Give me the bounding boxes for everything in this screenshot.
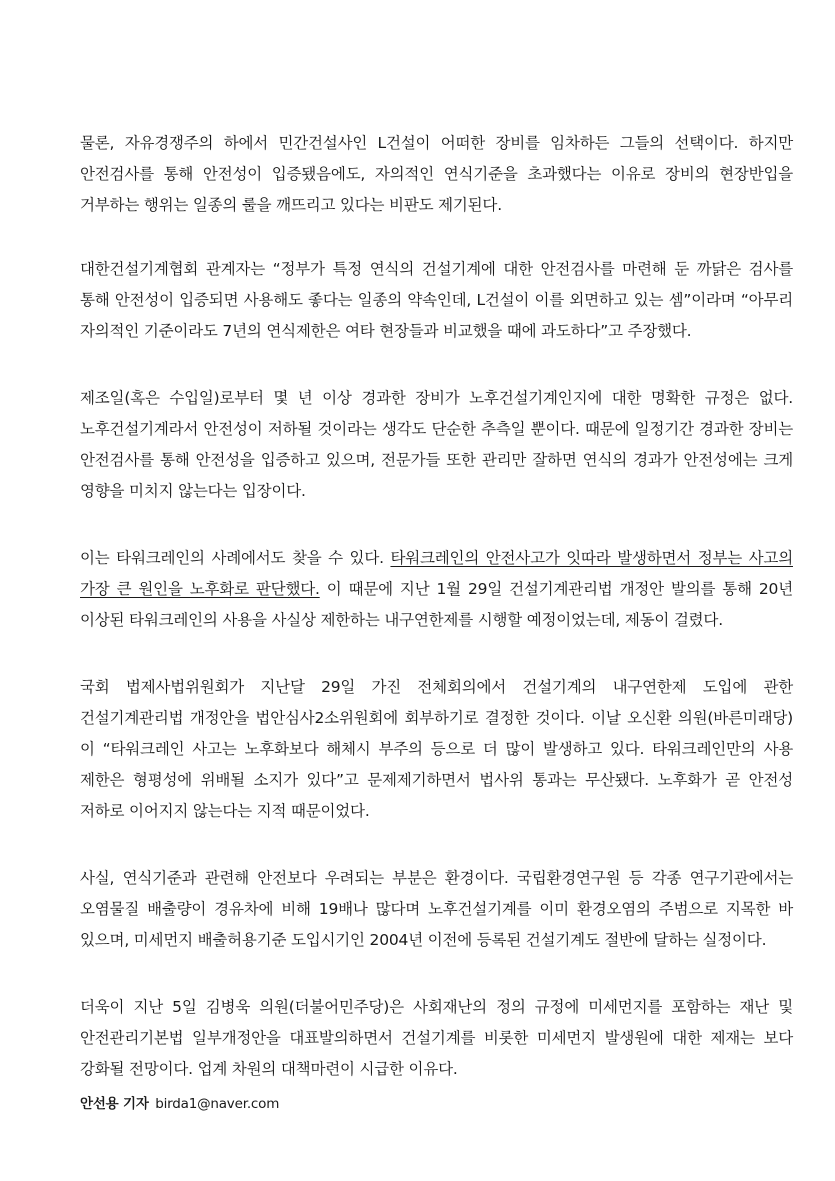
byline (80, 1092, 279, 1112)
byline-author: 안선용 기자 (80, 1096, 149, 1112)
paragraph-1: 물론, 자유경쟁주의 하에서 민간건설사인 L건설이 어떠한 장비를 임차하든 그들의 선택이다. 하지만 안전검사를 통해 안전성이 입증됐음에도, 자의적인 연식기준을 초과했다는 이유로 장비의 현장반입을 거부하는 행위는 일종의 룰을 깨뜨리고 있다는 비판도 제기된다. (80, 134, 793, 214)
paragraph-4-rest: 이 때문에 지난 1월 29일 건설기계관리법 개정안 발의를 통해 20년 이상된 타워크레인의 사용을 사실상 제한하는 내구연한제를 시행할 예정이었는데, 제동이 걸렸다. (80, 580, 793, 629)
byline-email[interactable]: birda1@naver.com (155, 1096, 280, 1112)
paragraph-4-underlined-sentence: 타워크레인의 안전사고가 잇따라 발생하면서 정부는 사고의 가장 큰 원인을 노후화로 판단했다. (80, 549, 793, 598)
paragraph-7: 더욱이 지난 5일 김병욱 의원(더불어민주당)은 사회재난의 정의 규정에 미세먼지를 포함하는 재난 및 안전관리기본법 일부개정안을 대표발의하면서 건설기계를 비롯한 미세먼지 발생원에 대한 제재는 보다 강화될 전망이다. 업계 차원의 대책마련이 시급한 이유다. (80, 998, 793, 1078)
paragraph-3: 제조일(혹은 수입일)로부터 몇 년 이상 경과한 장비가 노후건설기계인지에 대한 명확한 규정은 없다. 노후건설기계라서 안전성이 저하될 것이라는 생각도 단순한 추측일 뿐이다. 때문에 일정기간 경과한 장비는 안전검사를 통해 안전성을 입증하고 있으며, 전문가들 또한 관리만 잘하면 연식의 경과가 안전성에는 크게 영향을 미치지 않는다는 입장이다. (80, 389, 793, 500)
article-body (80, 128, 793, 1121)
paragraph-6: 사실, 연식기준과 관련해 안전보다 우려되는 부분은 환경이다. 국립환경연구원 등 각종 연구기관에서는 오염물질 배출량이 경유차에 비해 19배나 많다며 노후건설기계를 이미 환경오염의 주범으로 지목한 바 있으며, 미세먼지 배출허용기준 도입시기인 2004년 이전에 등록된 건설기계도 절반에 달하는 실정이다. (80, 869, 793, 949)
paragraph-4 (80, 543, 793, 636)
paragraph-5: 국회 법제사법위원회가 지난달 29일 가진 전체회의에서 건설기계의 내구연한제 도입에 관한 건설기계관리법 개정안을 법안심사2소위원회에 회부하기로 결정한 것이다. 이날 오신환 의원(바른미래당)이 “타워크레인 사고는 노후화보다 해체시 부주의 등으로 더 많이 발생하고 있다. 타워크레인만의 사용 제한은 형평성에 위배될 소지가 있다”고 문제제기하면서 법사위 통과는 무산됐다. 노후화가 곧 안전성 저하로 이어지지 않는다는 지적 때문이었다. (80, 678, 793, 820)
paragraph-2: 대한건설기계협회 관계자는 “정부가 특정 연식의 건설기계에 대한 안전검사를 마련해 둔 까닭은 검사를 통해 안전성이 입증되면 사용해도 좋다는 일종의 약속인데, L건설이 이를 외면하고 있는 셈”이라며 “아무리 자의적인 기준이라도 7년의 연식제한은 여타 현장들과 비교했을 때에 과도하다”고 주장했다. (80, 260, 793, 340)
paragraph-4-lead: 이는 타워크레인의 사례에서도 찾을 수 있다. (80, 549, 391, 567)
